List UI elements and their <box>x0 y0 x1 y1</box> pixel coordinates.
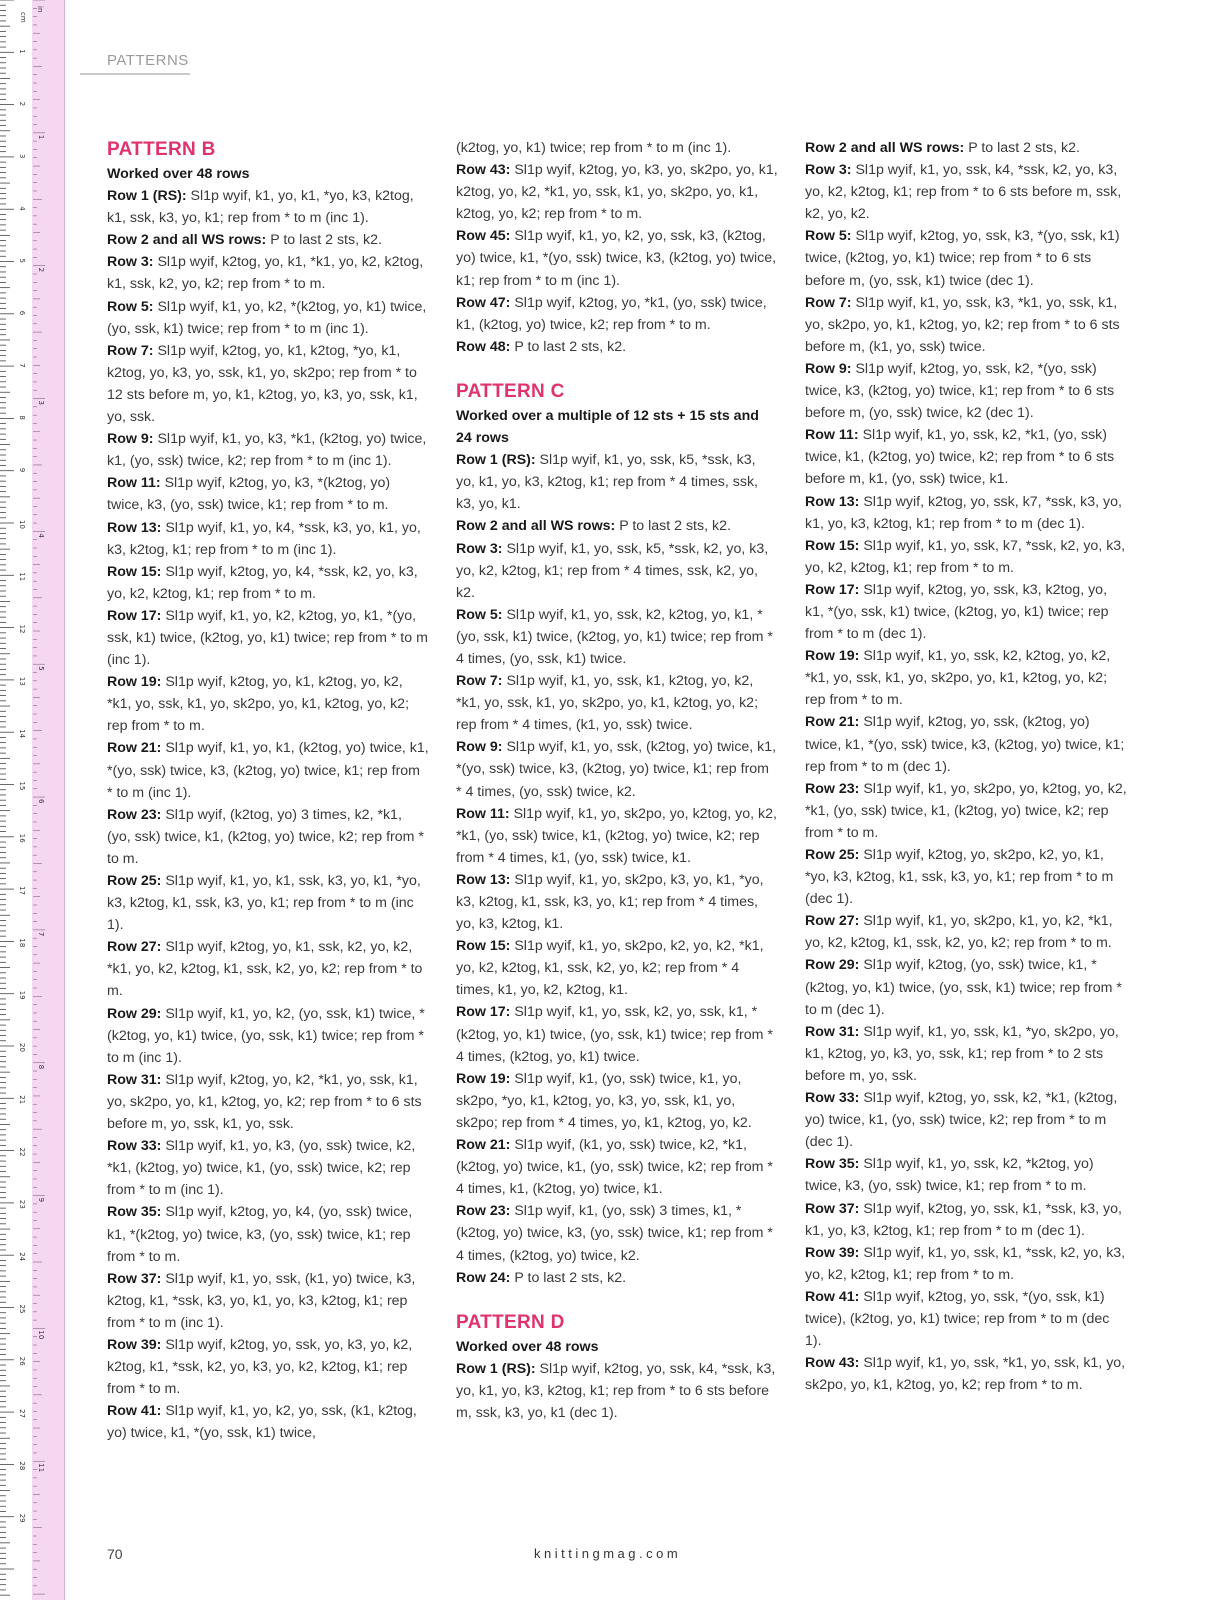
ruler-cm-number: 7 <box>18 363 26 368</box>
row-label: Row 45: <box>456 228 511 245</box>
pattern-row-instruction <box>456 1068 778 1134</box>
pattern-subtitle: Worked over a multiple of 12 sts + 15 sts and 24 rows <box>456 407 759 447</box>
row-label: Row 39: <box>805 1244 860 1261</box>
row-text: Sl1p wyif, k2tog, yo, ssk, k2, *k1, (k2tog, yo) twice, k1, (yo, ssk) twice, k2; rep from * to m (dec 1). <box>805 1090 1118 1151</box>
row-text: Sl1p wyif, k1, yo, k1, (k2tog, yo) twice, k1, *(yo, ssk) twice, k3, (k2tog, yo) twice, k1; rep from * to m (inc 1). <box>107 740 429 801</box>
row-label: Row 2 and all WS rows: <box>107 232 267 249</box>
ruler-cm-number: 13 <box>18 676 26 686</box>
ruler-cm-number: 26 <box>18 1356 26 1366</box>
ruler-cm-number: 10 <box>18 520 26 529</box>
ruler-cm-number: 29 <box>18 1513 26 1523</box>
row-text: Sl1p wyif, (k1, yo, ssk) twice, k2, *k1, (k2tog, yo) twice, k1, (yo, ssk) twice, k2; rep from * 4 times, k1, (k2tog, yo) twice, k1. <box>456 1137 773 1198</box>
ruler-inch-number: 2 <box>37 267 45 273</box>
pattern-row-instruction <box>805 1286 1127 1352</box>
row-text: Sl1p wyif, k2tog, yo, k1, k2tog, *yo, k1, k2tog, yo, k3, yo, ssk, k1, yo, sk2po; rep from * to 12 sts before m, yo, k1, k2tog, yo, k3, yo, ssk, k1, yo, ssk. <box>107 342 418 426</box>
row-text: Sl1p wyif, k1, yo, k1, *yo, k3, k2tog, k1, ssk, k3, yo, k1; rep from * to m (inc 1). <box>107 188 414 227</box>
row-text: Sl1p wyif, k1, yo, k2, yo, ssk, (k1, k2tog, yo) twice, k1, *(yo, ssk, k1) twice, <box>107 1403 417 1442</box>
pattern-row-instruction <box>107 671 429 737</box>
pattern-row-instruction <box>456 449 778 515</box>
section-spacer <box>456 1289 778 1310</box>
row-label: Row 35: <box>805 1156 860 1173</box>
ruler-inch-number: 4 <box>37 533 45 538</box>
row-text: Sl1p wyif, (k2tog, yo) 3 times, k2, *k1, (yo, ssk) twice, k1, (k2tog, yo) twice, k2; rep from * to m. <box>107 806 424 867</box>
row-label: Row 2 and all WS rows: <box>805 140 965 156</box>
pattern-title: PATTERN C <box>456 380 565 402</box>
row-text: Sl1p wyif, k1, yo, ssk, k1, k2tog, yo, k2, *k1, yo, ssk, k1, yo, sk2po, yo, k1, k2tog, yo, k2; rep from * 4 times, (k1, yo, ssk) twice. <box>456 673 759 734</box>
row-label: Row 3: <box>107 254 154 271</box>
row-label: Row 21: <box>107 740 162 757</box>
pattern-row-instruction <box>107 1135 429 1201</box>
row-label: Row 11: <box>107 475 161 492</box>
row-text: Sl1p wyif, k1, yo, sk2po, k3, yo, k1, *yo, k3, k2tog, k1, ssk, k3, yo, k1; rep from * 4 times, yo, k3, k2tog, k1. <box>456 871 764 933</box>
row-text: Sl1p wyif, k2tog, yo, k2, *k1, yo, ssk, k1, yo, sk2po, yo, k1, k2tog, yo, k2; rep from * to 6 sts before m, yo, ssk, k1, yo, ssk. <box>107 1071 422 1133</box>
ruler-cm-number: 23 <box>18 1199 26 1209</box>
row-label: Row 21: <box>456 1137 511 1154</box>
row-text: Sl1p wyif, k1, yo, ssk, *k1, yo, ssk, k1, yo, sk2po, yo, k1, k2tog, yo, k2; rep from * to m. <box>805 1355 1126 1394</box>
row-text: Sl1p wyif, k1, yo, ssk, k5, *ssk, k2, yo, k3, yo, k2, k2tog, k1; rep from * 4 times, ssk, k2, yo, k2. <box>456 540 769 601</box>
pattern-row-instruction <box>805 579 1127 645</box>
pattern-row-instruction <box>805 778 1127 844</box>
row-label: Row 33: <box>107 1138 162 1155</box>
row-text: P to last 2 sts, k2. <box>266 232 382 249</box>
pattern-subtitle: Worked over 48 rows <box>107 166 250 182</box>
pattern-row-instruction <box>805 711 1127 777</box>
row-text: Sl1p wyif, k1, yo, ssk, k4, *ssk, k2, yo, k3, yo, k2, k2tog, k1; rep from * to 6 sts before m, ssk, k2, yo, k2. <box>805 162 1122 223</box>
row-label: Row 29: <box>107 1005 162 1022</box>
row-label: Row 37: <box>805 1200 860 1217</box>
pattern-row-instruction <box>805 1352 1127 1396</box>
row-label: Row 7: <box>456 673 503 690</box>
ruler-cm-number: 6 <box>18 310 26 316</box>
row-text: Sl1p wyif, k2tog, yo, k3, yo, sk2po, yo, k1, k2tog, yo, k2, *k1, yo, ssk, k1, yo, sk2po, yo, k1, k2tog, yo, k2; rep from * to m. <box>456 162 778 223</box>
pattern-row-instruction <box>456 292 778 336</box>
ruler-cm-label: cm <box>19 12 27 23</box>
ruler-inch-number: 7 <box>37 931 45 937</box>
ruler-inch-number: 6 <box>37 799 45 804</box>
row-label: Row 27: <box>805 913 860 930</box>
pattern-row-instruction <box>805 159 1127 225</box>
text-column-2 <box>456 137 778 1424</box>
row-text: Sl1p wyif, k1, yo, k2, (yo, ssk, k1) twice, *(k2tog, yo, k1) twice, (yo, ssk, k1) twice; rep from * to m (inc 1). <box>107 1005 425 1066</box>
row-label: Row 23: <box>107 806 162 823</box>
pattern-title: PATTERN B <box>107 139 216 160</box>
ruler-cm-number: 24 <box>18 1252 26 1262</box>
row-label: Row 19: <box>107 674 162 691</box>
row-text: Sl1p wyif, k1, yo, ssk, k2, k2tog, yo, k2, *k1, yo, ssk, k1, yo, sk2po, yo, k1, k2tog, yo, k2; rep from * to m. <box>805 648 1111 709</box>
ruler-cm-number: 4 <box>18 206 26 211</box>
ruler-inch-number: 10 <box>37 1330 45 1340</box>
row-text: Sl1p wyif, k1, yo, ssk, k7, *ssk, k2, yo, k3, yo, k2, k2tog, k1; rep from * to m. <box>805 537 1126 576</box>
row-text: Sl1p wyif, k1, yo, k1, ssk, k3, yo, k1, *yo, k3, k2tog, k1, ssk, k3, yo, k1; rep from * to m (inc 1). <box>107 873 421 934</box>
ruler-cm-number: 27 <box>18 1409 26 1419</box>
row-label: Row 5: <box>107 298 154 315</box>
pattern-row-instruction <box>456 803 778 869</box>
row-text: Sl1p wyif, k2tog, yo, ssk, yo, k3, yo, k2, k2tog, k1, *ssk, k2, yo, k3, yo, k2, k2tog, k1; rep from * to m. <box>107 1336 413 1398</box>
row-text: (k2tog, yo, k1) twice; rep from * to m (inc 1). <box>456 140 732 156</box>
ruler-cm-number: 28 <box>18 1461 26 1471</box>
row-text: P to last 2 sts, k2. <box>615 518 731 535</box>
row-text: Sl1p wyif, k1, yo, k2, *(k2tog, yo, k1) twice, (yo, ssk, k1) twice; rep from * to m (inc 1). <box>107 298 427 337</box>
pattern-row-instruction <box>107 517 429 561</box>
pattern-row-instruction <box>456 736 778 802</box>
row-text: Sl1p wyif, k2tog, yo, ssk, k3, *(yo, ssk, k1) twice, (k2tog, yo, k1) twice; rep from * to 6 sts before m, (yo, ssk, k1) twice (dec 1). <box>805 228 1120 289</box>
pattern-row-instruction <box>107 1268 429 1334</box>
row-label: Row 5: <box>805 228 852 245</box>
ruler-cm-number: 8 <box>18 415 26 420</box>
ruler-cm-number: 1 <box>18 49 26 54</box>
pattern-row-instruction <box>456 935 778 1001</box>
row-label: Row 1 (RS): <box>107 188 187 205</box>
pattern-row-instruction <box>456 1134 778 1200</box>
row-label: Row 13: <box>456 871 511 888</box>
row-text: Sl1p wyif, k1, yo, k3, *k1, (k2tog, yo) twice, k1, (yo, ssk) twice, k2; rep from * to m (inc 1). <box>107 431 427 470</box>
row-label: Row 13: <box>805 493 860 510</box>
pattern-row-instruction <box>107 472 429 516</box>
website-url: knittingmag.com <box>534 1546 682 1561</box>
ruler-cm-number: 18 <box>18 938 26 948</box>
pattern-row-instruction <box>805 1242 1127 1286</box>
pattern-row-instruction <box>805 535 1127 579</box>
row-label: Row 25: <box>805 847 860 863</box>
row-label: Row 41: <box>107 1403 162 1420</box>
row-text: Sl1p wyif, k1, yo, sk2po, k1, yo, k2, *k1, yo, k2, k2tog, k1, ssk, k2, yo, k2; rep from * to m. <box>805 913 1113 952</box>
row-label: Row 17: <box>805 581 860 598</box>
pattern-row-instruction <box>805 910 1127 954</box>
ruler-cm-number: 17 <box>18 886 26 896</box>
row-text: Sl1p wyif, k1, (yo, ssk) 3 times, k1, *(k2tog, yo) twice, k3, (yo, ssk) twice, k1; rep from * 4 times, (k2tog, yo) twice, k2. <box>456 1203 773 1264</box>
row-text: Sl1p wyif, k2tog, yo, ssk, k2, *(yo, ssk) twice, k3, (k2tog, yo) twice, k1; rep from * to 6 sts before m, (yo, ssk) twice, k2 (dec 1). <box>805 360 1115 422</box>
row-label: Row 1 (RS): <box>456 452 536 469</box>
pattern-row-instruction <box>456 515 778 537</box>
row-text: Sl1p wyif, k2tog, (yo, ssk) twice, k1, *(k2tog, yo, k1) twice, (yo, ssk, k1) twice; rep from * to m (dec 1). <box>805 957 1122 1018</box>
ruler-cm-number: 3 <box>18 153 26 159</box>
pattern-row-instruction <box>107 1400 429 1444</box>
row-text: Sl1p wyif, k1, yo, ssk, k2, *k2tog, yo) twice, k3, (yo, ssk) twice, k1; rep from * to m. <box>805 1156 1094 1195</box>
pattern-row-instruction <box>805 844 1127 910</box>
pattern-row-instruction <box>456 225 778 291</box>
pattern-row-instruction <box>805 1021 1127 1087</box>
ruler-inch-number: 9 <box>37 1197 45 1203</box>
pattern-row-instruction <box>107 804 429 870</box>
row-label: Row 43: <box>456 162 511 179</box>
pattern-row-instruction <box>107 1003 429 1069</box>
pattern-row-instruction <box>107 737 429 803</box>
pattern-row-instruction <box>805 225 1127 291</box>
row-label: Row 23: <box>805 780 860 797</box>
measuring-ruler <box>0 0 64 1600</box>
ruler-inch-number: 11 <box>37 1463 45 1473</box>
pattern-row-instruction <box>805 358 1127 424</box>
row-text: Sl1p wyif, k1, yo, k3, (yo, ssk) twice, k2, *k1, (k2tog, yo) twice, k1, (yo, ssk) twice, k2; rep from * to m (inc 1). <box>107 1138 416 1199</box>
row-text: Sl1p wyif, k2tog, yo, k3, *(k2tog, yo) twice, k3, (yo, ssk) twice, k1; rep from * to m. <box>107 475 391 514</box>
row-label: Row 29: <box>805 957 860 974</box>
pattern-title: PATTERN D <box>456 1311 565 1333</box>
row-label: Row 17: <box>107 607 162 624</box>
pattern-row-instruction <box>456 604 778 670</box>
pattern-row-instruction <box>805 645 1127 711</box>
pattern-row-instruction <box>805 954 1127 1020</box>
row-text: Sl1p wyif, k1, yo, sk2po, yo, k2tog, yo, k2, *k1, (yo, ssk) twice, k1, (k2tog, yo) twice, k2; rep from * to m. <box>805 780 1127 841</box>
ruler-ticks <box>0 0 64 1600</box>
row-label: Row 19: <box>456 1070 511 1087</box>
pattern-row-instruction <box>456 159 778 225</box>
row-text: Sl1p wyif, k2tog, yo, ssk, k3, k2tog, yo, k1, *(yo, ssk, k1) twice, (k2tog, yo, k1) twice; rep from * to m (dec 1). <box>805 581 1109 643</box>
pattern-row-instruction <box>456 869 778 935</box>
row-label: Row 41: <box>805 1288 860 1305</box>
pattern-row-instruction <box>107 1201 429 1267</box>
row-text: Sl1p wyif, k2tog, yo, k4, *ssk, k2, yo, k3, yo, k2, k2tog, k1; rep from * to m. <box>107 563 418 602</box>
row-label: Row 7: <box>107 342 154 359</box>
ruler-inch-number: 5 <box>37 666 45 671</box>
ruler-cm-number: 11 <box>18 572 26 582</box>
row-label: Row 15: <box>456 938 511 955</box>
row-label: Row 25: <box>107 873 162 889</box>
row-text: Sl1p wyif, k2tog, yo, ssk, k4, *ssk, k3, yo, k1, yo, k3, k2tog, k1; rep from * to 6 sts before m, ssk, k3, yo, k1 (dec 1). <box>456 1360 776 1421</box>
row-label: Row 1 (RS): <box>456 1360 536 1377</box>
section-spacer <box>456 358 778 379</box>
row-text: Sl1p wyif, k1, yo, k4, *ssk, k3, yo, k1, yo, k3, k2tog, k1; rep from * to m (inc 1). <box>107 519 421 558</box>
row-text: Sl1p wyif, k1, yo, ssk, k1, *ssk, k2, yo, k3, yo, k2, k2tog, k1; rep from * to m. <box>805 1244 1126 1283</box>
pattern-row-instruction <box>456 538 778 604</box>
row-label: Row 17: <box>456 1004 511 1021</box>
text-column-3 <box>805 137 1127 1396</box>
ruler-cm-number: 25 <box>18 1304 26 1314</box>
row-label: Row 48: <box>456 338 511 355</box>
row-text: Sl1p wyif, k1, yo, sk2po, k2, yo, k2, *k1, yo, k2, k2tog, k1, ssk, k2, yo, k2; rep from * 4 times, k1, yo, k2, k2tog, k1. <box>456 938 764 999</box>
row-text: P to last 2 sts, k2. <box>510 338 627 355</box>
pattern-row-instruction <box>456 1358 778 1424</box>
pattern-row-instruction <box>805 1198 1127 1242</box>
pattern-row-instruction <box>107 340 429 428</box>
pattern-subtitle: Worked over 48 rows <box>456 1338 599 1355</box>
ruler-cm-number: 5 <box>18 258 26 263</box>
row-text: Sl1p wyif, k1, yo, ssk, k5, *ssk, k3, yo, k1, yo, k3, k2tog, k1; rep from * 4 times, ssk, k3, yo, k1. <box>456 452 758 513</box>
row-text: Sl1p wyif, k2tog, yo, k1, *k1, yo, k2, k2tog, k1, ssk, k2, yo, k2; rep from * to m. <box>107 254 424 293</box>
ruler-cm-number: 19 <box>18 990 26 1000</box>
pattern-row-instruction <box>805 1087 1127 1153</box>
row-text: Sl1p wyif, k1, yo, sk2po, yo, k2tog, yo, k2, *k1, (yo, ssk) twice, k1, (k2tog, yo) twice, k2; rep from * 4 times, k1, (yo, ssk) twice, k1. <box>456 805 777 866</box>
row-label: Row 43: <box>805 1355 860 1372</box>
row-text: Sl1p wyif, k1, yo, ssk, (k1, yo) twice, k3, k2tog, k1, *ssk, k3, yo, k1, yo, k3, k2tog, k1; rep from * to m (inc 1). <box>107 1270 416 1331</box>
row-text: Sl1p wyif, k2tog, yo, ssk, *(yo, ssk, k1) twice), (k2tog, yo, k1) twice; rep from * to m (dec 1). <box>805 1288 1110 1350</box>
row-text: Sl1p wyif, k2tog, yo, *k1, (yo, ssk) twice, k1, (k2tog, yo) twice, k2; rep from * to m. <box>456 294 767 333</box>
ruler-inch-number: 1 <box>37 134 45 140</box>
row-label: Row 39: <box>107 1336 162 1353</box>
row-text: Sl1p wyif, k1, yo, ssk, (k2tog, yo) twice, k1, *(yo, ssk) twice, k3, (k2tog, yo) twice, k1; rep from * 4 times, (yo, ssk) twice, k2. <box>456 739 777 800</box>
pattern-row-instruction <box>107 251 429 295</box>
section-header <box>80 52 190 75</box>
row-label: Row 19: <box>805 648 860 665</box>
row-text: Sl1p wyif, k1, (yo, ssk) twice, k1, yo, sk2po, *yo, k1, k2tog, yo, k3, yo, ssk, k1, yo, sk2po; rep from * 4 times, yo, k1, k2tog, yo, k2. <box>456 1070 752 1131</box>
row-text: Sl1p wyif, k2tog, yo, ssk, k7, *ssk, k3, yo, k1, yo, k3, k2tog, k1; rep from * to m (dec 1). <box>805 493 1122 532</box>
row-text: Sl1p wyif, k2tog, yo, k1, ssk, k2, yo, k2, *k1, yo, k2, k2tog, k1, ssk, k2, yo, k2; rep from * to m. <box>107 939 423 1000</box>
pattern-row-instruction <box>805 137 1127 159</box>
pattern-row-instruction <box>805 424 1127 490</box>
ruler-inch-label: in <box>36 6 44 13</box>
row-label: Row 27: <box>107 939 162 956</box>
pattern-row-instruction <box>456 336 778 358</box>
ruler-cm-number: 20 <box>18 1043 26 1052</box>
row-text: Sl1p wyif, k1, yo, k2, k2tog, yo, k1, *(yo, ssk, k1) twice, (k2tog, yo, k1) twice; rep from * to m (inc 1). <box>107 607 428 669</box>
section-label: PATTERNS <box>107 52 189 69</box>
row-text: P to last 2 sts, k2. <box>510 1269 627 1286</box>
row-text: Sl1p wyif, k2tog, yo, ssk, k1, *ssk, k3, yo, k1, yo, k3, k2tog, k1; rep from * to m (dec 1). <box>805 1200 1122 1239</box>
row-text: Sl1p wyif, k2tog, yo, sk2po, k2, yo, k1, *yo, k3, k2tog, k1, ssk, k3, yo, k1; rep from * to m (dec 1). <box>805 847 1114 908</box>
text-column-1 <box>107 137 429 1444</box>
pattern-row-instruction <box>805 1153 1127 1197</box>
row-label: Row 11: <box>456 805 510 822</box>
row-label: Row 2 and all WS rows: <box>456 518 616 535</box>
row-label: Row 13: <box>107 519 162 536</box>
row-label: Row 37: <box>107 1270 162 1287</box>
pattern-row-instruction <box>805 292 1127 358</box>
row-text: Sl1p wyif, k1, yo, ssk, k1, *yo, sk2po, yo, k1, k2tog, yo, k3, yo, ssk, k1; rep from * to 2 sts before m, yo, ssk. <box>805 1023 1119 1084</box>
row-label: Row 23: <box>456 1203 511 1220</box>
pattern-row-instruction <box>107 936 429 1002</box>
row-label: Row 5: <box>456 606 503 623</box>
row-label: Row 33: <box>805 1090 860 1107</box>
row-label: Row 9: <box>107 431 154 448</box>
pattern-row-instruction <box>456 670 778 736</box>
pattern-row-instruction <box>456 137 778 159</box>
row-label: Row 15: <box>805 537 860 554</box>
ruler-cm-number: 22 <box>18 1147 26 1157</box>
row-label: Row 11: <box>805 427 859 444</box>
pattern-row-instruction <box>107 605 429 671</box>
row-text: Sl1p wyif, k1, yo, ssk, k2, yo, ssk, k1, *(k2tog, yo, k1) twice, (yo, ssk, k1) twice; rep from * 4 times, (k2tog, yo, k1) twice. <box>456 1004 773 1065</box>
row-label: Row 9: <box>805 360 852 377</box>
pattern-row-instruction <box>107 561 429 605</box>
ruler-cm-number: 9 <box>18 467 26 473</box>
pattern-row-instruction <box>456 1001 778 1067</box>
ruler-cm-number: 12 <box>18 624 26 634</box>
row-label: Row 21: <box>805 714 860 731</box>
pattern-row-instruction <box>107 296 429 340</box>
row-text: Sl1p wyif, k1, yo, ssk, k3, *k1, yo, ssk, k1, yo, sk2po, yo, k1, k2tog, yo, k2; rep from * to 6 sts before m, (k1, yo, ssk) twice. <box>805 294 1120 355</box>
row-label: Row 3: <box>805 162 852 179</box>
row-text: Sl1p wyif, k2tog, yo, k4, (yo, ssk) twice, k1, *(k2tog, yo) twice, k3, (yo, ssk) twice, k1; rep from * to m. <box>107 1204 413 1265</box>
pattern-row-instruction <box>107 1334 429 1400</box>
row-text: Sl1p wyif, k1, yo, ssk, k2, k2tog, yo, k1, *(yo, ssk, k1) twice, (k2tog, yo, k1) twice; rep from * 4 times, (yo, ssk, k1) twice. <box>456 606 773 667</box>
pattern-row-instruction <box>107 428 429 472</box>
row-text: Sl1p wyif, k1, yo, k2, yo, ssk, k3, (k2tog, yo) twice, k1, *(yo, ssk) twice, k3, (k2tog, yo) twice, k1; rep from * to m (inc 1). <box>456 228 777 289</box>
ruler-cm-number: 15 <box>18 781 26 791</box>
pattern-row-instruction <box>805 491 1127 535</box>
pattern-row-instruction <box>456 1267 778 1289</box>
pattern-row-instruction <box>107 185 429 229</box>
row-text: Sl1p wyif, k2tog, yo, ssk, (k2tog, yo) twice, k1, *(yo, ssk) twice, k3, (k2tog, yo) twice, k1; rep from * to m (dec 1). <box>805 714 1125 775</box>
row-text: P to last 2 sts, k2. <box>964 140 1080 156</box>
row-label: Row 9: <box>456 739 503 756</box>
row-text: Sl1p wyif, k1, yo, ssk, k2, *k1, (yo, ssk) twice, k1, (k2tog, yo) twice, k2; rep from * to 6 sts before m, k1, (yo, ssk) twice, k1. <box>805 427 1115 488</box>
ruler-cm-number: 14 <box>18 729 26 739</box>
row-label: Row 47: <box>456 294 511 311</box>
row-label: Row 7: <box>805 294 852 311</box>
pattern-row-instruction <box>107 870 429 936</box>
row-label: Row 31: <box>805 1023 860 1040</box>
ruler-cm-number: 16 <box>18 833 26 843</box>
row-label: Row 15: <box>107 563 162 580</box>
row-label: Row 3: <box>456 540 503 557</box>
ruler-inch-number: 8 <box>37 1064 45 1070</box>
row-label: Row 24: <box>456 1269 511 1286</box>
pattern-row-instruction <box>107 1069 429 1135</box>
ruler-cm-number: 21 <box>18 1095 26 1105</box>
ruler-cm-number: 2 <box>18 101 26 107</box>
row-text: Sl1p wyif, k2tog, yo, k1, k2tog, yo, k2, *k1, yo, ssk, k1, yo, sk2po, yo, k1, k2tog, yo, k2; rep from * to m. <box>107 674 410 735</box>
pattern-row-instruction <box>107 229 429 251</box>
row-label: Row 31: <box>107 1071 162 1088</box>
row-label: Row 35: <box>107 1204 162 1221</box>
page-number: 70 <box>107 1546 123 1562</box>
ruler-inch-number: 3 <box>37 400 45 405</box>
pattern-row-instruction <box>456 1200 778 1266</box>
